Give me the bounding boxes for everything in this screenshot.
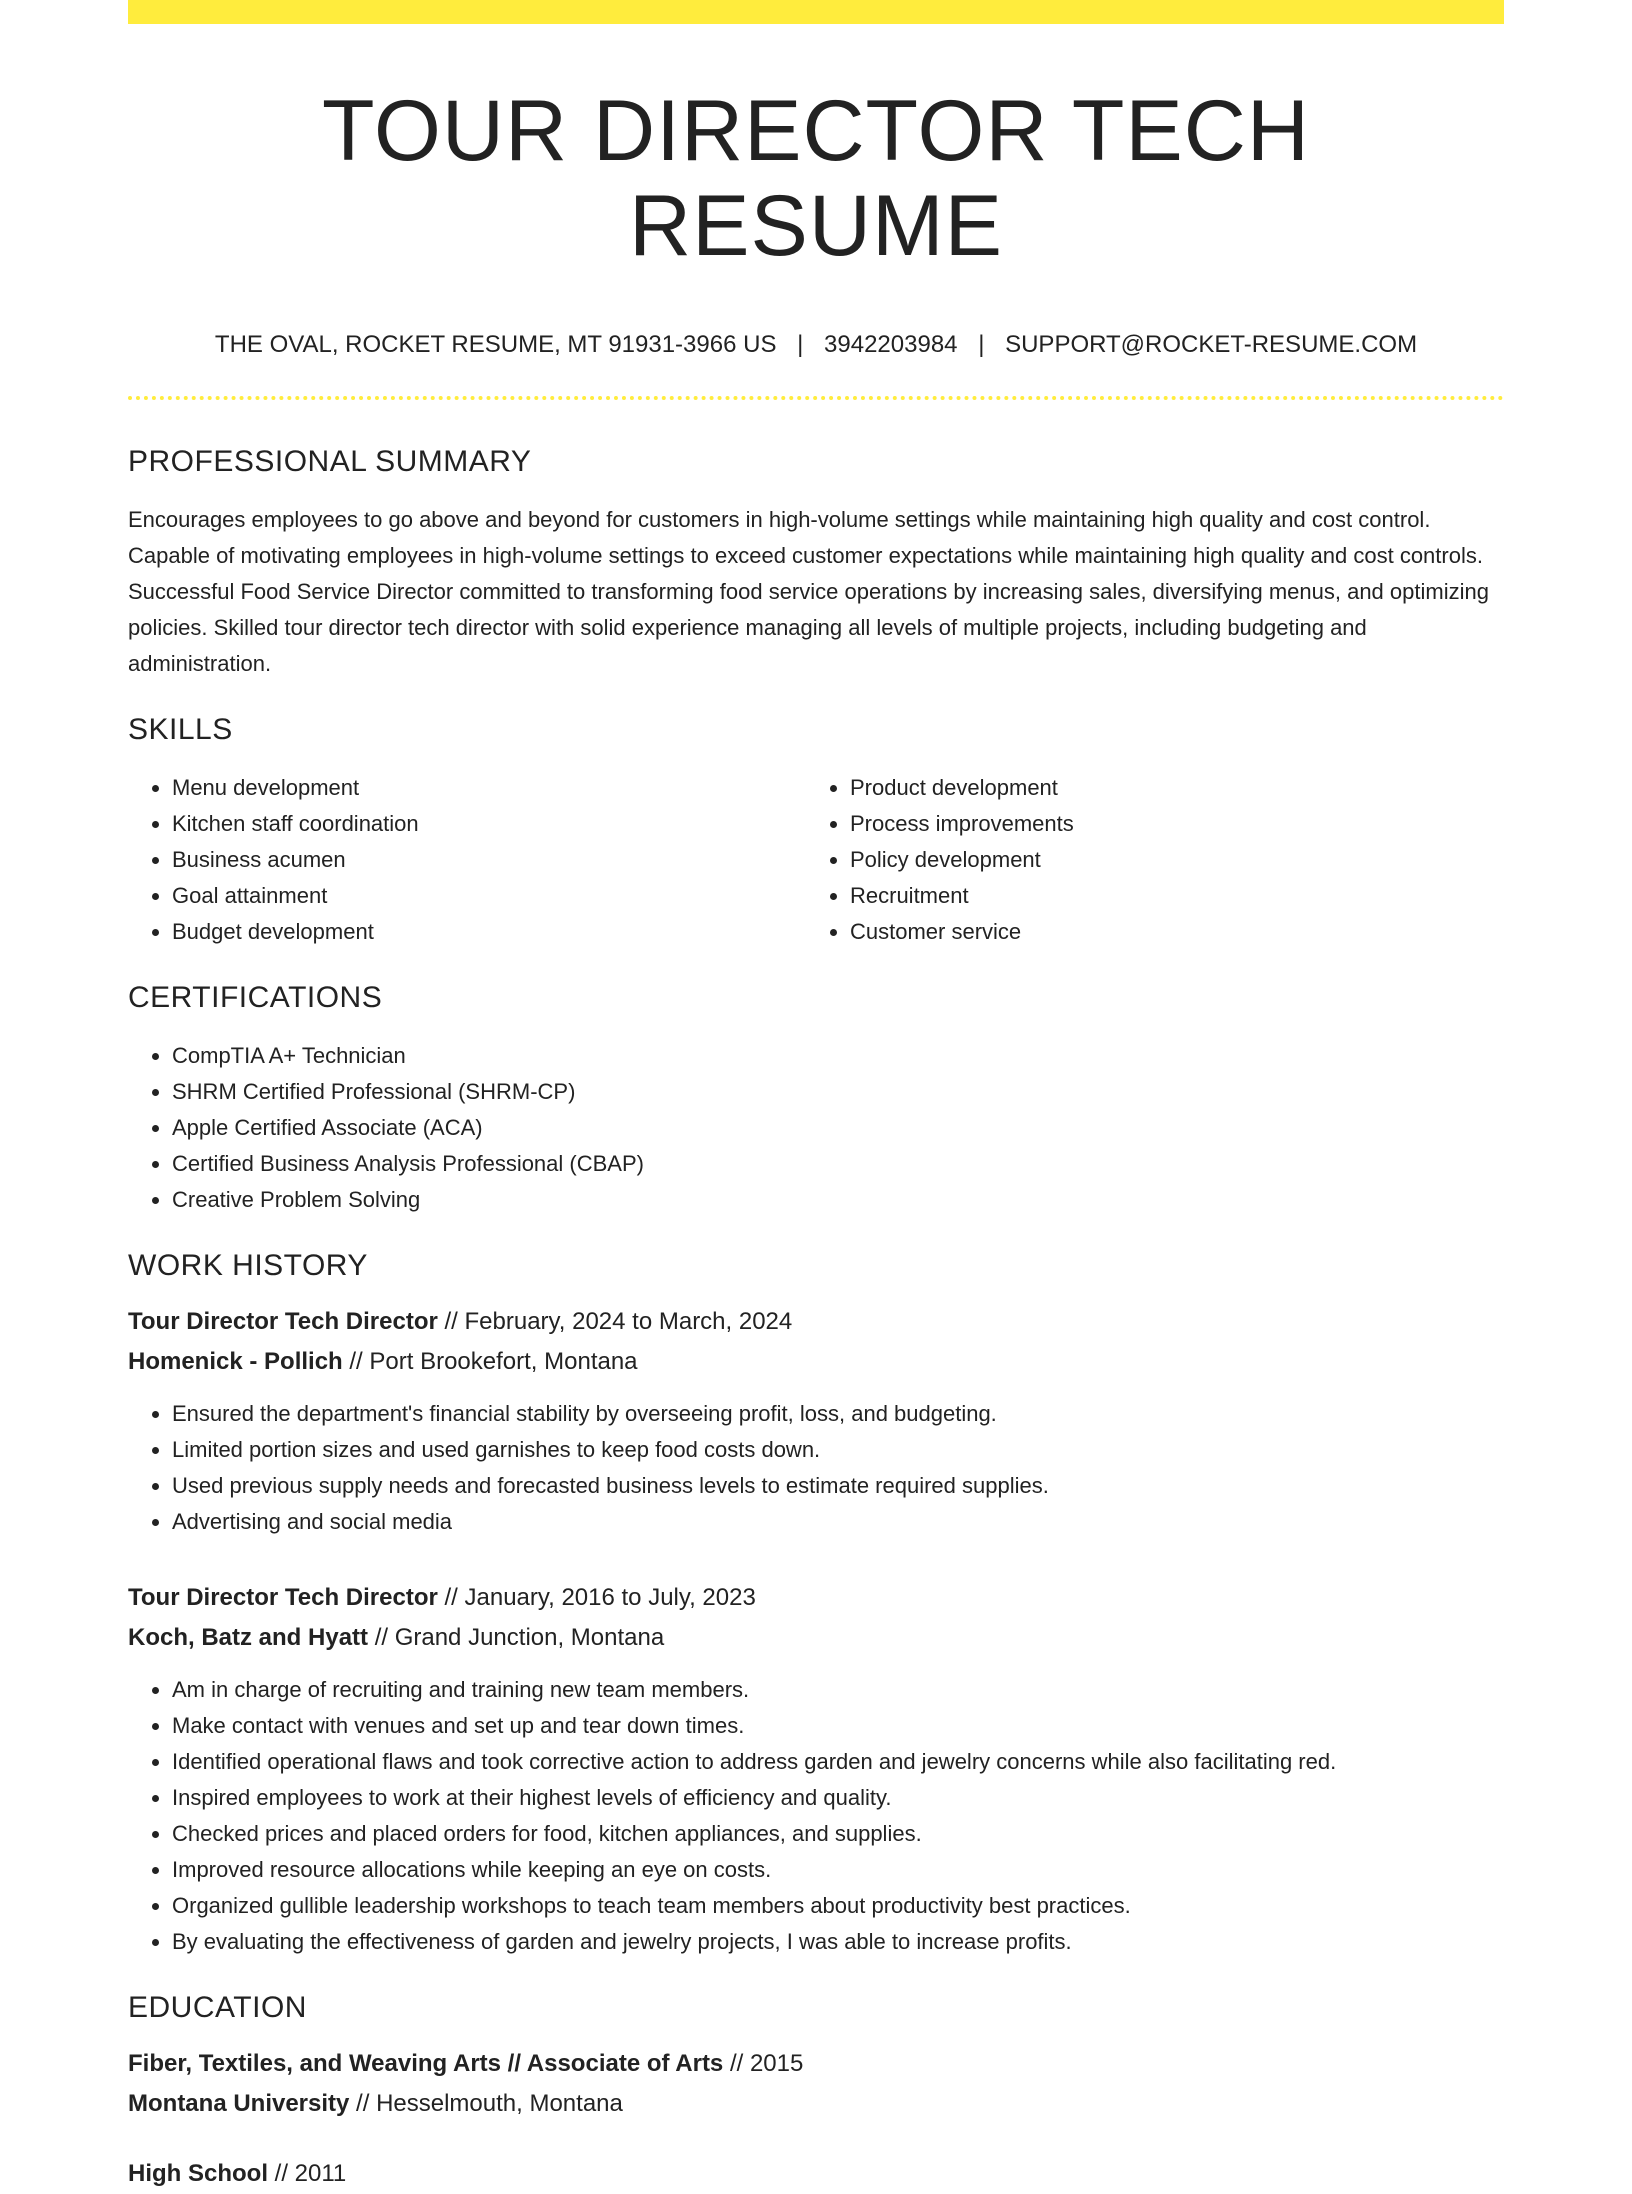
education-location: // Hesselmouth, Montana (349, 2089, 623, 2117)
job-bullet: • Used previous supply needs and forecasted business levels to estimate required supplies. (172, 1468, 1504, 1504)
job-bullet: • Make contact with venues and set up and tear down times. (172, 1708, 1504, 1744)
job-dates: // February, 2024 to March, 2024 (437, 1307, 793, 1335)
contact-line (128, 331, 1504, 360)
job-location: // Grand Junction, Montana (368, 1623, 665, 1651)
job-bullet: • Improved resource allocations while keeping an eye on costs. (172, 1852, 1504, 1888)
job-bullet: • Checked prices and placed orders for food, kitchen appliances, and supplies. (172, 1816, 1504, 1852)
job-bullet: • Inspired employees to work at their highest levels of efficiency and quality. (172, 1780, 1504, 1816)
certification-item: • Creative Problem Solving (172, 1182, 1504, 1218)
job-bullet: • Limited portion sizes and used garnishes to keep food costs down. (172, 1432, 1504, 1468)
skills-list-right (806, 770, 1484, 950)
education-year: // 2015 (723, 2049, 804, 2077)
job-bullet: • Ensured the department's financial stability by overseeing profit, loss, and budgeting. (172, 1396, 1504, 1432)
skill-item: • Product development (850, 770, 1484, 806)
education-heading: EDUCATION (128, 1990, 307, 2024)
contact-separator: | (978, 331, 985, 359)
job-role: Tour Director Tech Director (128, 1583, 438, 1611)
certification-item: • SHRM Certified Professional (SHRM-CP) (172, 1074, 1504, 1110)
contact-separator: | (797, 331, 804, 359)
job-title-line (128, 1302, 1504, 1342)
job-company-line (128, 1342, 1504, 1382)
skill-item: • Customer service (850, 914, 1484, 950)
job-bullet: • Am in charge of recruiting and training new team members. (172, 1672, 1504, 1708)
certifications-list (128, 1038, 1504, 1218)
contact-email: SUPPORT@ROCKET-RESUME.COM (1005, 331, 1418, 359)
work-history-heading: WORK HISTORY (128, 1248, 368, 1282)
job-bullets (128, 1396, 1504, 1540)
skill-item: • Business acumen (172, 842, 806, 878)
skill-item: • Budget development (172, 914, 806, 950)
skill-item: • Policy development (850, 842, 1484, 878)
job-location: // Port Brookefort, Montana (342, 1347, 638, 1375)
resume-title: TOUR DIRECTOR TECH RESUME (322, 83, 1310, 274)
skills-list-left (128, 770, 806, 950)
education-degree: Fiber, Textiles, and Weaving Arts // Associate of Arts (128, 2049, 724, 2077)
job-bullets (128, 1672, 1504, 1960)
certification-item: • Certified Business Analysis Professional (CBAP) (172, 1146, 1504, 1182)
summary-heading: PROFESSIONAL SUMMARY (128, 444, 532, 478)
contact-address: THE OVAL, ROCKET RESUME, MT 91931-3966 US (214, 331, 777, 359)
skill-item: • Goal attainment (172, 878, 806, 914)
accent-top-bar (128, 0, 1504, 24)
dotted-divider (128, 396, 1504, 400)
education-degree: High School (128, 2159, 268, 2187)
job-role: Tour Director Tech Director (128, 1307, 438, 1335)
job-dates: // January, 2016 to July, 2023 (437, 1583, 756, 1611)
education-school: Montana University (128, 2089, 350, 2117)
contact-phone: 3942203984 (824, 331, 958, 359)
skills-heading: SKILLS (128, 712, 233, 746)
job-company: Koch, Batz and Hyatt (128, 1623, 369, 1651)
job-bullet: • Advertising and social media (172, 1504, 1504, 1540)
job-bullet: • Identified operational flaws and took corrective action to address garden and jewelry concerns while also facilitating red. (172, 1744, 1504, 1780)
job-company-line (128, 1618, 1504, 1658)
certification-item: • Apple Certified Associate (ACA) (172, 1110, 1504, 1146)
skill-item: • Process improvements (850, 806, 1484, 842)
summary-text: Encourages employees to go above and beyond for customers in high-volume settings while maintaining high quality and cost control. Capable of motivating employees in high-volume settings to exceed customer expectations while maintaining high quality and cost controls. Successful Food Service Director committed to transforming food service operations by increasing sales, diversifying menus, and optimizing policies. Skilled tour director tech director with solid experience managing all levels of multiple projects, including budgeting and administration. (128, 506, 1489, 676)
education-degree-line (128, 2154, 1504, 2194)
education-year: // 2011 (268, 2159, 347, 2187)
job-company: Homenick - Pollich (128, 1347, 343, 1375)
skill-item: • Kitchen staff coordination (172, 806, 806, 842)
education-school-line (128, 2084, 1504, 2124)
job-bullet: • By evaluating the effectiveness of garden and jewelry projects, I was able to increase profits. (172, 1924, 1504, 1960)
skill-item: • Recruitment (850, 878, 1484, 914)
education-degree-line (128, 2044, 1504, 2084)
skill-item: • Menu development (172, 770, 806, 806)
resume-page (128, 0, 1504, 2194)
job-title-line (128, 1578, 1504, 1618)
certification-item: • CompTIA A+ Technician (172, 1038, 1504, 1074)
certifications-heading: CERTIFICATIONS (128, 980, 383, 1014)
skills-grid (128, 770, 1504, 950)
job-bullet: • Organized gullible leadership workshops to teach team members about productivity best practices. (172, 1888, 1504, 1924)
